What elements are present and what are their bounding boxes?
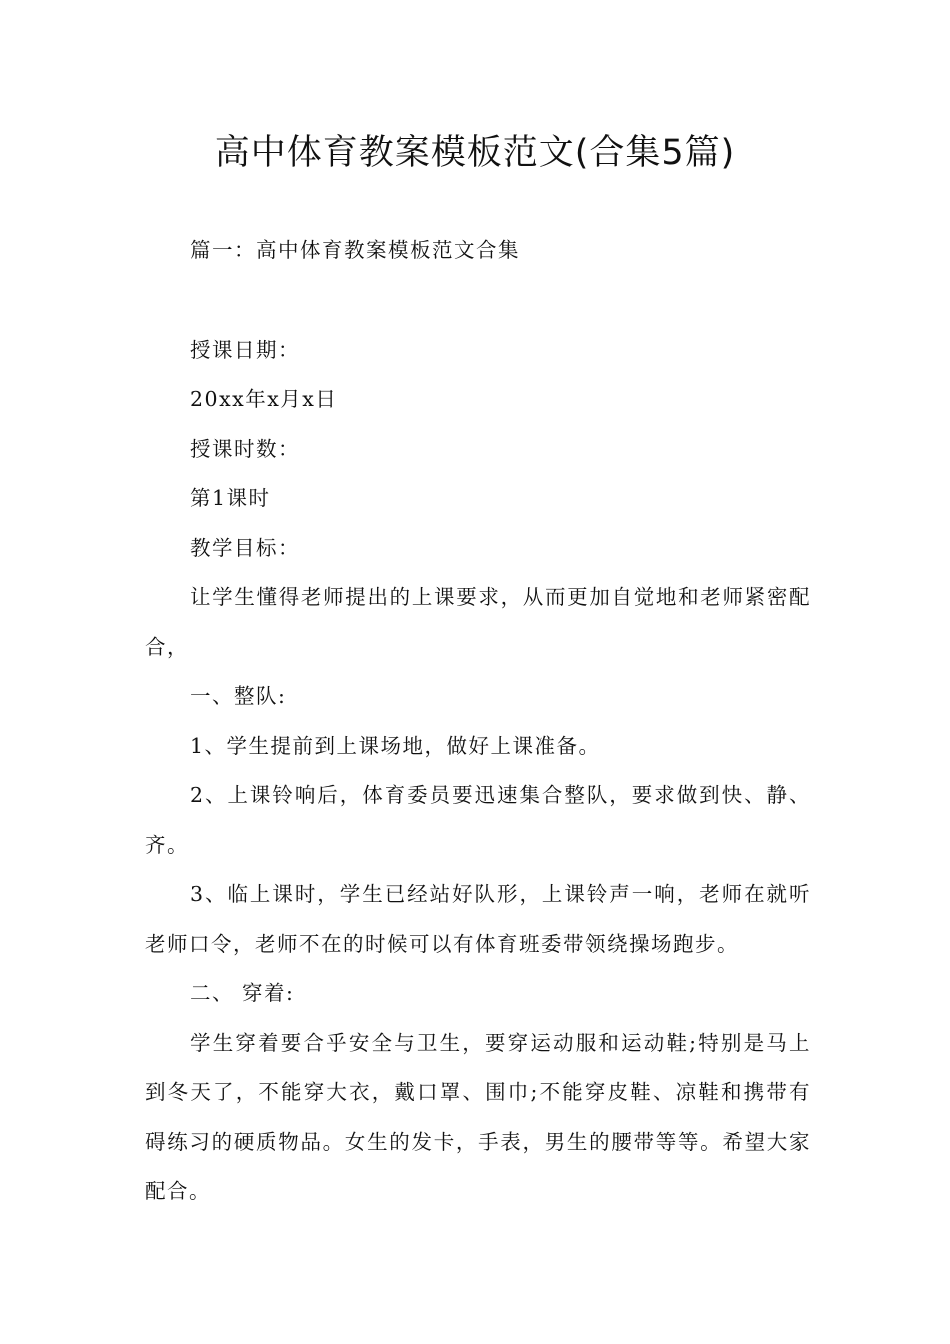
paragraph-hours-label: 授课时数： — [190, 436, 300, 461]
paragraph-lineup-item-1: 1、学生提前到上课场地，做好上课准备。 — [190, 733, 601, 758]
document-body — [145, 226, 811, 1217]
paragraph-lineup-heading: 一、整队: — [190, 684, 287, 708]
paragraph-objective-label: 教学目标： — [190, 535, 300, 560]
paragraph-lineup-item-3: 3、临上课时，学生已经站好队形，上课铃声一响，老师在就听老师口令，老师不在的时候可以有体育班委带领绕操场跑步。 — [145, 882, 811, 956]
paragraph-date-value: 20xx年x月x日 — [190, 387, 338, 411]
section-heading: 篇一：高中体育教案模板范文合集 — [190, 238, 520, 262]
paragraph-date-label: 授课日期： — [190, 337, 300, 362]
paragraph-hours-value: 第1课时 — [190, 486, 271, 510]
document-title: 高中体育教案模板范文(合集5篇) — [214, 133, 736, 173]
paragraph-lineup-item-2: 2、上课铃响后，体育委员要迅速集合整队，要求做到快、静、齐。 — [145, 783, 811, 857]
paragraph-objective-text: 让学生懂得老师提出的上课要求，从而更加自觉地和老师紧密配合， — [145, 585, 811, 659]
paragraph-clothing-heading: 二、 穿着: — [190, 981, 295, 1005]
paragraph-clothing-text: 学生穿着要合乎安全与卫生，要穿运动服和运动鞋;特别是马上到冬天了，不能穿大衣，戴口罩、围巾;不能穿皮鞋、凉鞋和携带有碍练习的硬质物品。女生的发卡，手表，男生的腰带等等。希望大家配合。 — [145, 1030, 811, 1203]
spacer — [145, 276, 811, 326]
